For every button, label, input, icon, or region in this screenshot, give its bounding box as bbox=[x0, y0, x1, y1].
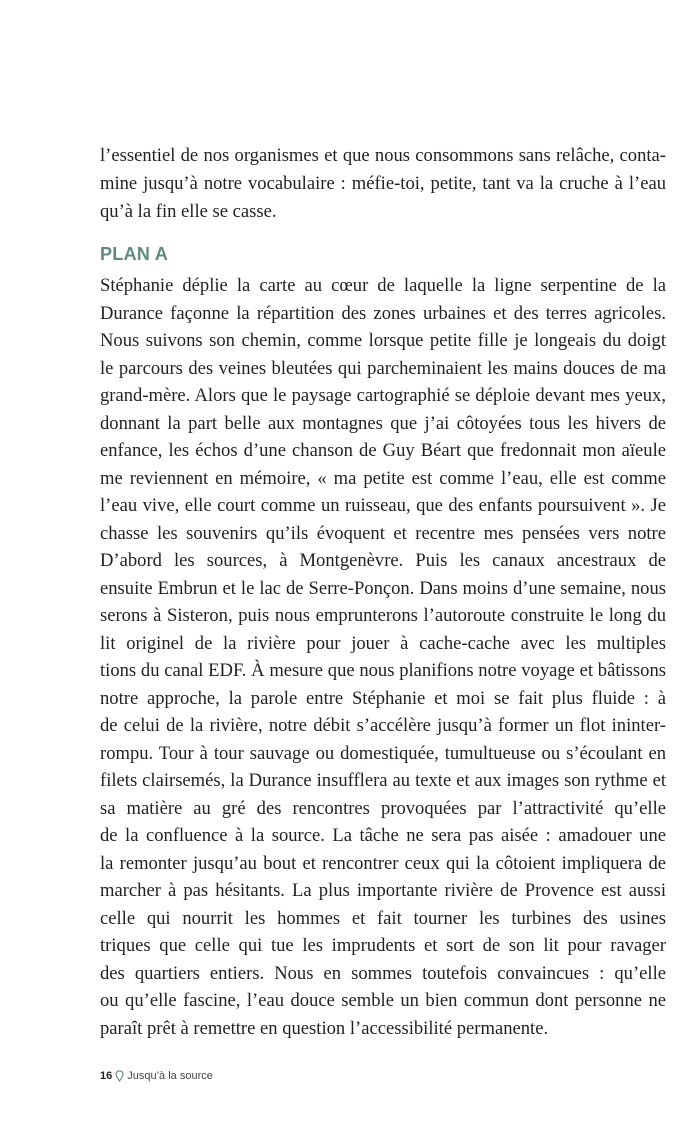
text-line: ou qu’elle fascine, l’eau douce semble un bien commun dont personne ne bbox=[100, 990, 666, 1011]
page-number: 16 bbox=[100, 1070, 113, 1082]
text-line: l’essentiel de nos organismes et que nous consommons sans relâche, conta- bbox=[100, 145, 666, 166]
text-line: donnant la part belle aux montagnes que j’ai côtoyées tous les hivers de bbox=[100, 412, 666, 434]
text-line: D’abord les sources, à Montgenèvre. Puis les canaux ancestraux de bbox=[100, 550, 666, 571]
text-line: de celui de la rivière, notre débit s’accélère jusqu’à former un flot ininter- bbox=[100, 715, 666, 736]
location-pin-icon bbox=[115, 1070, 124, 1082]
text-line: la remonter jusqu’au bout et rencontrer ceux qui la côtoient impliquera de bbox=[100, 852, 666, 874]
text-line: Durance façonne la répartition des zones urbaines et des terres agricoles. bbox=[100, 302, 666, 324]
text-line: enfance, les échos d’une chanson de Guy Béart que fredonnait mon aïeule bbox=[100, 440, 666, 461]
text-line: paraît prêt à remettre en question l’accessibilité permanente. bbox=[100, 1017, 549, 1039]
text-line: grand-mère. Alors que le paysage cartographié se déploie devant mes yeux, bbox=[100, 385, 666, 406]
text-line: serons à Sisteron, puis nous emprunterons l’autoroute construite le long du bbox=[100, 605, 666, 626]
text-line: lit originel de la rivière pour jouer à cache-cache avec les multiples bbox=[100, 632, 666, 654]
page-footer bbox=[100, 1070, 213, 1082]
text-line: ensuite Embrun et le lac de Serre-Ponçon. Dans moins d’une semaine, nous bbox=[100, 577, 666, 599]
paragraph-plan-a bbox=[100, 272, 666, 1042]
text-line: notre approche, la parole entre Stéphanie et moi se fait plus fluide : à bbox=[100, 687, 666, 709]
text-line: rompu. Tour à tour sauvage ou domestiquée, tumultueuse ou s’écoulant en bbox=[100, 742, 666, 764]
text-line: triques que celle qui tue les imprudents et sort de son lit pour ravager bbox=[100, 935, 666, 956]
text-line: des quartiers entiers. Nous en sommes toutefois convaincues : qu’elle bbox=[100, 962, 666, 984]
section-heading: PLAN A bbox=[100, 244, 169, 264]
text-line: filets clairsemés, la Durance insufflera au texte et aux images son rythme et bbox=[100, 770, 666, 791]
text-line: Stéphanie déplie la carte au cœur de laquelle la ligne serpentine de la bbox=[100, 275, 666, 296]
paragraph-intro bbox=[100, 142, 666, 226]
text-line: Nous suivons son chemin, comme lorsque petite fille je longeais du doigt bbox=[100, 330, 666, 351]
text-line: mine jusqu’à notre vocabulaire : méfie-toi, petite, tant va la cruche à l’eau bbox=[100, 173, 666, 194]
text-line: de la confluence à la source. La tâche ne sera pas aisée : amadouer une bbox=[100, 825, 666, 846]
text-line: celle qui nourrit les hommes et fait tourner les turbines des usines bbox=[100, 907, 666, 929]
text-line: qu’à la fin elle se casse. bbox=[100, 201, 277, 222]
text-line: marcher à pas hésitants. La plus importante rivière de Provence est aussi bbox=[100, 880, 666, 901]
running-title: Jusqu’à la source bbox=[127, 1070, 213, 1082]
text-line: le parcours des veines bleutées qui parcheminaient les mains douces de ma bbox=[100, 357, 666, 379]
text-line: tions du canal EDF. À mesure que nous planifions notre voyage et bâtissons bbox=[100, 660, 666, 681]
text-line: chasse les souvenirs qu’ils évoquent et recentre mes pensées vers notre bbox=[100, 522, 666, 544]
text-line: sa matière au gré des rencontres provoquées par l’attractivité qu’elle bbox=[100, 797, 666, 819]
text-line: l’eau vive, elle court comme un ruisseau, que des enfants poursuivent ». Je bbox=[100, 495, 666, 516]
text-line: me reviennent en mémoire, « ma petite est comme l’eau, elle est comme bbox=[100, 467, 666, 489]
